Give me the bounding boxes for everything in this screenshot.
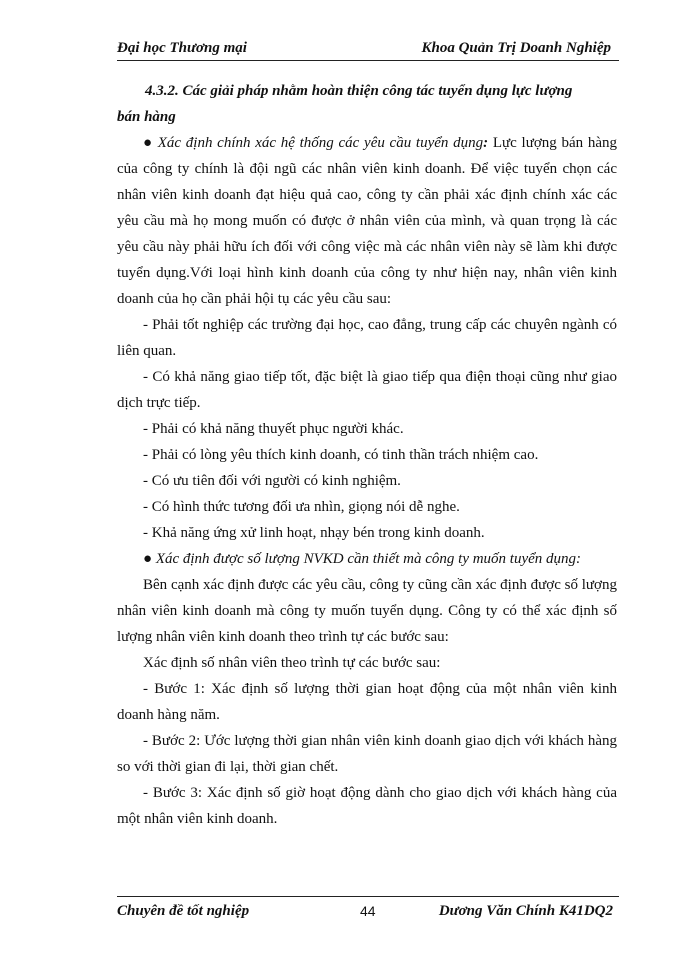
step-item: - Bước 3: Xác định số giờ hoạt động dành cho giao dịch với khách hàng của một nhân viên kinh doanh.: [117, 785, 617, 827]
step-item: - Bước 2: Ước lượng thời gian nhân viên kinh doanh giao dịch với khách hàng so với thời gian đi lại, thời gian chết.: [117, 733, 617, 775]
bullet-staff-count-lead: Xác định được số lượng NVKD cần thiết mà công ty muốn tuyển dụng:: [155, 551, 582, 567]
step-item: - Bước 1: Xác định số lượng thời gian hoạt động của một nhân viên kinh doanh hàng năm.: [117, 681, 617, 723]
requirement-item: - Có hình thức tương đối ưa nhìn, giọng nói dễ nghe.: [143, 499, 460, 515]
requirement-item: - Có ưu tiên đối với người có kinh nghiệm.: [143, 473, 401, 489]
section-heading: [117, 78, 617, 130]
bullet-requirements-text: Lực lượng bán hàng của công ty chính là đội ngũ các nhân viên kinh doanh. Để việc tuyển chọn các nhân viên kinh doanh đạt hiệu quả cao, công ty cần phải xác định chính xác các yêu cầu mà họ mong muốn có được ở nhân viên của mình, và quan trọng là các yêu cầu này phải hữu ích đối với công việc mà các nhân viên này sẽ làm khi được tuyển dụng.Với loại hình kinh doanh của công ty như hiện nay, nhân viên kinh doanh của họ cần phải hội tụ các yêu cầu sau:: [117, 135, 617, 307]
bullet-requirements: [117, 130, 617, 312]
page-footer: [117, 896, 619, 921]
header-faculty: Khoa Quản Trị Doanh Nghiệp: [421, 40, 611, 56]
page-number: 44: [360, 903, 376, 919]
requirement-item: - Khả năng ứng xử linh hoạt, nhạy bén trong kinh doanh.: [143, 525, 485, 541]
header-university: Đại học Thương mại: [117, 40, 247, 56]
requirement-item: - Phải có khả năng thuyết phục người khác.: [143, 421, 404, 437]
page-header: [117, 38, 619, 61]
footer-author: Dương Văn Chính K41DQ2: [438, 903, 613, 919]
bullet-marker: ●: [143, 551, 153, 567]
section-heading-line1: 4.3.2. Các giải pháp nhằm hoàn thiện công tác tuyển dụng lực lượng: [145, 83, 573, 99]
footer-doc-type: Chuyên đề tốt nghiệp: [117, 903, 250, 919]
bullet-requirements-lead: Xác định chính xác hệ thống các yêu cầu tuyển dụng: [157, 135, 484, 151]
requirement-item: - Phải có lòng yêu thích kinh doanh, có tinh thần trách nhiệm cao.: [143, 447, 539, 463]
requirement-item: - Có khả năng giao tiếp tốt, đặc biệt là giao tiếp qua điện thoại cũng như giao dịch trực tiếp.: [117, 369, 617, 411]
staff-count-paragraph: Bên cạnh xác định được các yêu cầu, công ty cũng cần xác định được số lượng nhân viên kinh doanh mà công ty muốn tuyển dụng. Công ty có thể xác định số lượng nhân viên kinh doanh theo trình tự các bước sau:: [117, 577, 617, 645]
bullet-requirements-colon: :: [483, 135, 489, 151]
bullet-marker: ●: [143, 135, 154, 151]
section-heading-line2: bán hàng: [117, 109, 176, 125]
page-content: [117, 78, 617, 832]
bullet-staff-count: [117, 546, 617, 572]
steps-intro: Xác định số nhân viên theo trình tự các bước sau:: [143, 655, 441, 671]
requirement-item: - Phải tốt nghiệp các trường đại học, cao đẳng, trung cấp các chuyên ngành có liên quan.: [117, 317, 617, 359]
